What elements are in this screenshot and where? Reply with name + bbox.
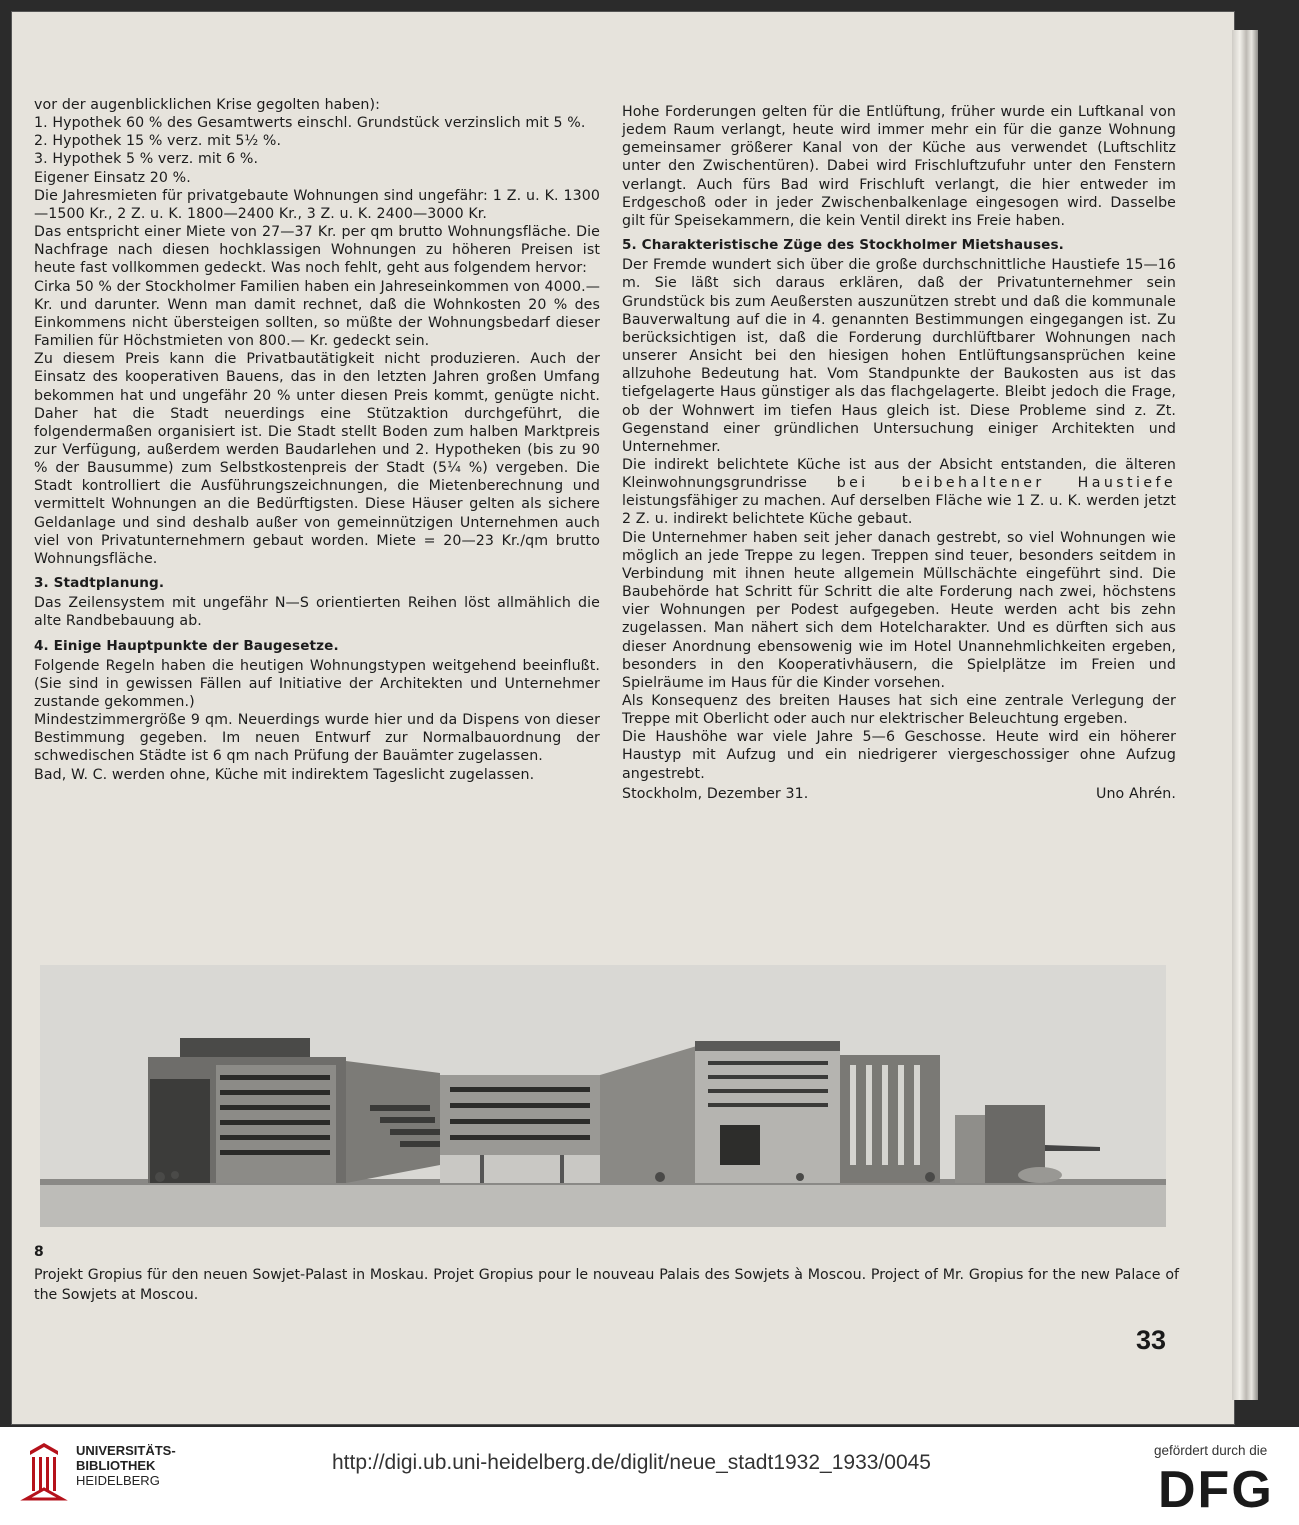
funding-label: gefördert durch die [1154, 1443, 1268, 1458]
dfg-logo[interactable]: DFG [1158, 1461, 1274, 1519]
signature-line [622, 785, 1176, 803]
paragraph: Das entspricht einer Miete von 27—37 Kr. per qm brutto Wohnungsfläche. Die Nachfrage nach diesen hochklassigen Wohnungen zu höheren Preisen ist heute fast vollkommen gedeckt. Was noch fehlt, geht aus folgendem hervor: [34, 224, 600, 277]
page-edge-stack [1232, 30, 1258, 1400]
paragraph [622, 456, 1176, 529]
library-line-2: BIBLIOTHEK [76, 1458, 156, 1473]
paragraph: 1. Hypothek 60 % des Gesamtwerts einschl. Grundstück verzinslich mit 5 %. [34, 115, 586, 132]
section-heading: 5. Charakteristische Züge des Stockholmer Mietshauses. [622, 237, 1064, 254]
paragraph-text: Die indirekt belichtete Küche ist aus der Absicht entstanden, die älteren Kleinwohnungsgrundrisse [622, 456, 1176, 492]
left-text-column [34, 96, 600, 784]
paragraph-text: leistungsfähiger zu machen. Auf derselben Fläche wie 1 Z. u. K. werden jetzt 2 Z. u. indirekt belichtete Küche gebaut. [622, 493, 1176, 528]
signature-place-date: Stockholm, Dezember 31. [622, 785, 809, 802]
paragraph: Eigener Einsatz 20 %. [34, 169, 191, 186]
figure-number: 8 [34, 1244, 44, 1260]
paragraph: Folgende Regeln haben die heutigen Wohnungstypen weitgehend beeinflußt. (Sie sind in gewissen Fällen auf Initiative der Architekten und Unternehmer zustande gekommen.) [34, 657, 600, 710]
library-line-3: HEIDELBERG [76, 1473, 160, 1488]
paragraph: 3. Hypothek 5 % verz. mit 6 %. [34, 151, 259, 168]
paragraph: 2. Hypothek 15 % verz. mit 5½ %. [34, 133, 282, 150]
paragraph: Zu diesem Preis kann die Privatbautätigkeit nicht produzieren. Auch der Einsatz des kooperativen Bauens, das in den letzten Jahren großen Umfang bekommen hat und ungefähr 20 % unter diesen Preis kommt, genügte nicht. Daher hat die Stadt neuerdings eine Stützaktion durchgeführt, die folgendermaßen organisiert ist. Die Stadt stellt Boden zum halben Marktpreis zur Verfügung, außerdem werden Baudarlehen und 2. Hypotheken (bis zu 90 % der Bausumme) zum Selbstkostenpreis der Stadt (5¼ %) vergeben. Die Stadt kontrolliert die Ausführungszeichnungen, die Mietenberechnung und vermittelt Wohnungen an die Bedürftigsten. Diese Häuser gelten als sichere Geldanlage und sind deshalb außer von gemeinnützigen Unternehmen auch viel von Privatunternehmern gebaut worden. Miete = 20—23 Kr./qm brutto Wohnungsfläche. [34, 351, 600, 567]
architectural-elevation-figure [40, 965, 1166, 1227]
paragraph: Bad, W. C. werden ohne, Küche mit indirektem Tageslicht zugelassen. [34, 766, 535, 783]
permalink-url[interactable]: http://digi.ub.uni-heidelberg.de/diglit/neue_stadt1932_1933/0045 [332, 1451, 931, 1474]
paragraph: Mindestzimmergröße 9 qm. Neuerdings wurde hier und da Dispens von dieser Bestimmung gegeben. Im neuen Entwurf zur Normalbauordnung der schwedischen Städte ist 6 qm nach Prüfung der Bauämter zugelassen. [34, 712, 600, 765]
section-heading: 3. Stadtplanung. [34, 575, 165, 592]
palace-elevation-drawing [40, 965, 1166, 1227]
page-number: 33 [1136, 1325, 1167, 1355]
figure-caption: Projekt Gropius für den neuen Sowjet-Palast in Moskau. Projet Gropius pour le nouveau Palais des Sowjets à Moscou. Project of Mr. Gropius for the new Palace of the Sowjets at Moscou. [34, 1267, 1179, 1303]
paragraph: Als Konsequenz des breiten Hauses hat sich eine zentrale Verlegung der Treppe mit Oberlicht oder auch nur elektrischer Beleuchtung ergeben. [622, 693, 1176, 728]
spaced-emphasis: bei beibehaltener Haustiefe [836, 475, 1176, 492]
paragraph: Cirka 50 % der Stockholmer Familien haben ein Jahreseinkommen von 4000.— Kr. und darunter. Wenn man damit rechnet, daß die Wohnkosten 20 % des Einkommens nicht übersteigen sollten, so müßte der Wohnungsbedarf dieser Familien für Höchstmieten von 800.— Kr. gedeckt sein. [34, 278, 600, 350]
paragraph: Die Unternehmer haben seit jeher danach gestrebt, so viel Wohnungen wie möglich an jede Treppe zu legen. Treppen sind teuer, besonders seitdem in Verbindung mit ihnen heute allgemein Müllschächte eingeführt sind. Die Baubehörde hat Schritt für Schritt die alte Forderung nach zwei, höchstens vier Wohnungen per Podest aufgegeben. Heute werden acht bis zehn zugelassen. Man nähert sich dem Hotelcharakter. Und es dürften sich aus dieser Anordnung ebensowenig wie im Hotel Unannehmlichkeiten ergeben, besonders in den Kooperativhäusern, die Spielplätze im Freien und Spielräume im Haus für die Kinder vorsehen. [622, 529, 1176, 691]
paragraph: Das Zeilensystem mit ungefähr N—S orientierten Reihen löst allmählich die alte Randbebauung ab. [34, 595, 600, 630]
library-name[interactable] [76, 1443, 176, 1488]
library-logo-icon [20, 1441, 68, 1503]
section-heading: 4. Einige Hauptpunkte der Baugesetze. [34, 637, 339, 654]
paragraph: vor der augenblicklichen Krise gegolten haben): [34, 97, 381, 113]
signature-author: Uno Ahrén. [1095, 785, 1176, 802]
digitization-footer [0, 1427, 1299, 1525]
paragraph: Die Jahresmieten für privatgebaute Wohnungen sind ungefähr: 1 Z. u. K. 1300—1500 Kr., 2 Z. u. K. 1800—2400 Kr., 3 Z. u. K. 2400—3000 Kr. [34, 187, 600, 222]
paragraph: Die Haushöhe war viele Jahre 5—6 Geschosse. Heute wird ein höherer Haustyp mit Aufzug und ein niedrigerer viergeschossiger ohne Aufzug angestrebt. [622, 729, 1176, 782]
paragraph: Hohe Forderungen gelten für die Entlüftung, früher wurde ein Luftkanal von jedem Raum verlangt, heute wird immer mehr ein für die ganze Wohnung gemeinsamer größerer Kanal von der Küche aus verwendet (Luftschlitz unter den Zwischentüren). Dabei wird Frischluftzufuhr unter den Fenstern verlangt. Auch fürs Bad wird Frischluft verlangt, die hier entweder im Erdgeschoß oder in jeder Zwischenbalkenlage eingesogen wird. Dasselbe gilt für Speisekammern, die kein Ventil direkt ins Freie haben. [622, 104, 1176, 229]
paragraph: Der Fremde wundert sich über die große durchschnittliche Haustiefe 15—16 m. Sie läßt sich daraus erklären, daß der Privatunternehmer sein Grundstück bis zum Aeußersten auszunützen strebt und daß die kommunale Bauverwaltung auf die in 4. genannten Bestimmungen eingegangen ist. Zu berücksichtigen ist, daß die Forderung durchlüftbarer Wohnungen nach unserer Ansicht bei den hiesigen hohen Entlüftungsansprüchen keine allzuhohe Bedeutung hat. Vom Standpunkte der Baukosten aus ist das tiefgelagerte Haus günstiger als das flachgelagerte. Bleibt jedoch die Frage, ob der Wohnwert im tiefen Haus gleich ist. Diese Probleme sind z. Zt. Gegenstand einer gründlichen Untersuchung einiger Architekten und Unternehmer. [622, 257, 1176, 455]
right-text-column [622, 103, 1176, 803]
library-line-1: UNIVERSITÄTS- [76, 1443, 176, 1458]
